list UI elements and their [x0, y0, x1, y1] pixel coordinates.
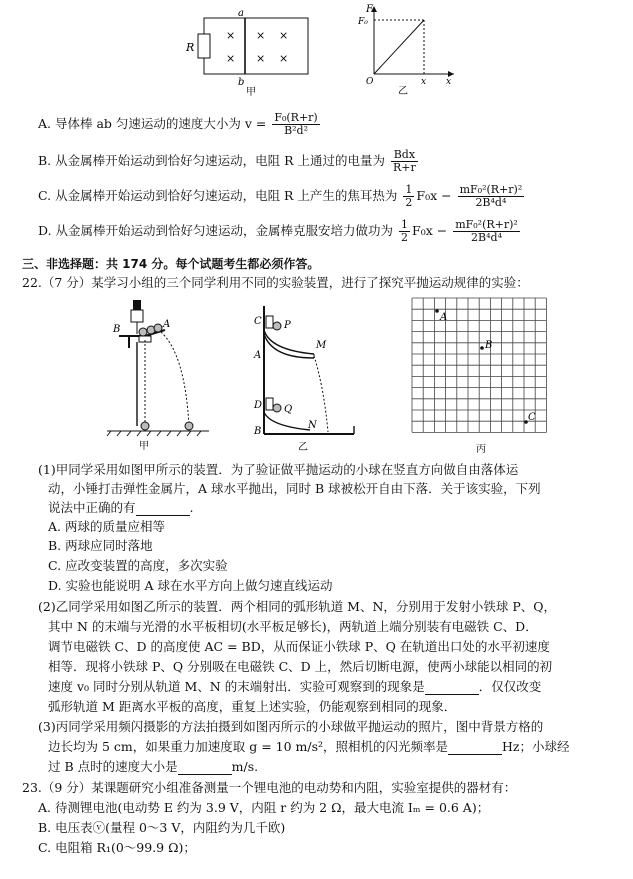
svg-text:A: A	[440, 312, 448, 323]
figure-label-jia-2: 甲	[139, 441, 149, 452]
figure-apparatus-jia	[105, 294, 215, 454]
q22-p2-line5: 速度 v₀ 同时分别从轨道 M、N 的末端射出．实验可观察到的现象是 ．仅仅改变	[48, 679, 542, 694]
label-b: b	[238, 77, 245, 88]
q22-stem: 22.（7 分）某学习小组的三个同学利用不同的实验装置，进行了探究平抛运动规律的实验：	[22, 275, 529, 290]
svg-text:×: ×	[226, 29, 236, 42]
svg-text:B: B	[485, 340, 493, 351]
q22-p1-option-d: D. 实验也能说明 A 球在水平方向上做匀速直线运动	[48, 578, 333, 593]
figure-label-yi: 乙	[398, 86, 408, 96]
svg-text:D: D	[254, 400, 263, 411]
q22-p3-line1: (3)丙同学采用频闪摄影的方法拍摄到如图丙所示的小球做平抛运动的照片，图中背景方格的	[38, 719, 544, 734]
svg-text:F: F	[366, 4, 373, 15]
svg-text:×: ×	[279, 52, 289, 65]
q22-p1-option-b: B. 两球应同时落地	[48, 538, 153, 553]
q22-p3-line3: 过 B 点时的速度大小是 m/s.	[48, 759, 259, 774]
point-b	[480, 346, 484, 350]
q22-p3-line2: 边长均为 5 cm，如果重力加速度取 g = 10 m/s²，照相机的闪光频率是 Hz；小球经	[48, 739, 570, 754]
q23-item-b: B. 电压表ⓥ(量程 0～3 V，内阻约为几千欧)	[38, 820, 286, 835]
section-heading: 三、非选择题：共 174 分。每个试题考生都必须作答。	[22, 257, 320, 271]
answer-blank-2[interactable]	[425, 682, 479, 695]
svg-text:×: ×	[226, 52, 236, 65]
svg-text:N: N	[308, 420, 317, 431]
svg-text:F₀: F₀	[358, 17, 368, 27]
svg-text:A: A	[163, 319, 171, 330]
figure-apparatus-yi	[250, 298, 360, 456]
figure-circuit-jia	[178, 6, 328, 96]
svg-text:×: ×	[279, 29, 289, 42]
q23-item-a: A. 待测锂电池(电动势 E 约为 3.9 V，内阻 r 约为 2 Ω，最大电流 Iₘ = 0.6 A)；	[38, 800, 490, 815]
q22-p1-option-a: A. 两球的质量应相等	[48, 519, 165, 534]
point-a	[435, 309, 439, 313]
q21-option-c: C. 从金属棒开始运动到恰好匀速运动，电阻 R 上产生的焦耳热为 $\frac{1}{2}$ F₀x − $\frac{\text{mF₀²(R+r)²}}{\text{2B⁴d⁴}}$	[38, 183, 523, 209]
magnetic-field-marks	[226, 29, 288, 65]
figure-label-yi-2: 乙	[298, 442, 308, 453]
q22-p2-line4: 相等．现将小铁球 P、Q 分别吸在电磁铁 C、D 上，然后切断电源，使两小球能以相同的初	[48, 659, 553, 674]
label-R: R	[186, 41, 195, 54]
figure-graph-yi	[358, 2, 458, 96]
q22-p2-line6: 弧形轨道 M 距离水平板的高度，重复上述实验，仍能观察到相同的现象．	[48, 699, 457, 714]
q23-item-c: C. 电阻箱 R₁(0～99.9 Ω)；	[38, 840, 196, 855]
svg-text:B: B	[113, 324, 121, 335]
figure-label-bing: 丙	[476, 444, 486, 455]
label-a: a	[238, 8, 244, 19]
q22-p2-line2: 其中 N 的末端与光滑的水平板相切(水平板足够长)，两轨道上端分别装有电磁铁 C、D．	[48, 619, 538, 634]
q22-p2-line1: (2)乙同学采用如图乙所示的装置．两个相同的弧形轨道 M、N，分别用于发射小铁球 P、Q，	[38, 599, 557, 614]
svg-text:M: M	[316, 340, 327, 351]
q21-option-d: D. 从金属棒开始运动到恰好匀速运动，金属棒克服安培力做功为 $\frac{1}{2}$ F₀x − $\frac{\text{mF₀²(R+r)²}}{\text{2B⁴d⁴}}$	[38, 218, 518, 244]
svg-text:×: ×	[256, 29, 266, 42]
q21-option-b: B. 从金属棒开始运动到恰好匀速运动，电阻 R 上通过的电量为 $\frac{\text{Bdx}}{R+r}$	[38, 148, 416, 174]
svg-text:C: C	[528, 412, 536, 423]
svg-text:x: x	[421, 77, 427, 87]
svg-text:x: x	[446, 77, 452, 87]
answer-blank-3[interactable]	[448, 742, 502, 755]
q22-p1-line1: (1)甲同学采用如图甲所示的装置．为了验证做平抛运动的小球在竖直方向做自由落体运	[38, 462, 519, 477]
svg-text:×: ×	[256, 52, 266, 65]
svg-text:P: P	[284, 320, 291, 331]
figure-grid-bing	[408, 294, 558, 456]
q22-p1-line3: 说法中正确的有 .	[48, 500, 194, 515]
svg-text:O: O	[366, 77, 374, 87]
q22-p1-option-c: C. 应改变装置的高度，多次实验	[48, 558, 228, 573]
svg-text:Q: Q	[284, 404, 293, 415]
svg-text:B: B	[254, 426, 262, 437]
q22-p1-line2: 动，小锤打击弹性金属片，A 球水平抛出，同时 B 球被松开自由下落．关于该实验，下列	[48, 481, 541, 496]
svg-text:C: C	[254, 316, 262, 327]
q21-option-a: A. 导体棒 ab 匀速运动的速度大小为 v = $\frac{\text{F₀(R+r)}}{\text{B²d²}}$	[38, 111, 318, 137]
figure-label-jia: 甲	[246, 87, 256, 96]
answer-blank-4[interactable]	[178, 762, 232, 775]
q22-p2-line3: 调节电磁铁 C、D 的高度使 AC = BD，从而保证小铁球 P、Q 在轨道出口处的水平初速度	[48, 639, 550, 654]
answer-blank-1[interactable]	[136, 503, 190, 516]
q23-stem: 23.（9 分）某课题研究小组准备测量一个锂电池的电动势和内阻，实验室提供的器材有：	[22, 780, 517, 795]
svg-text:A: A	[254, 350, 262, 361]
